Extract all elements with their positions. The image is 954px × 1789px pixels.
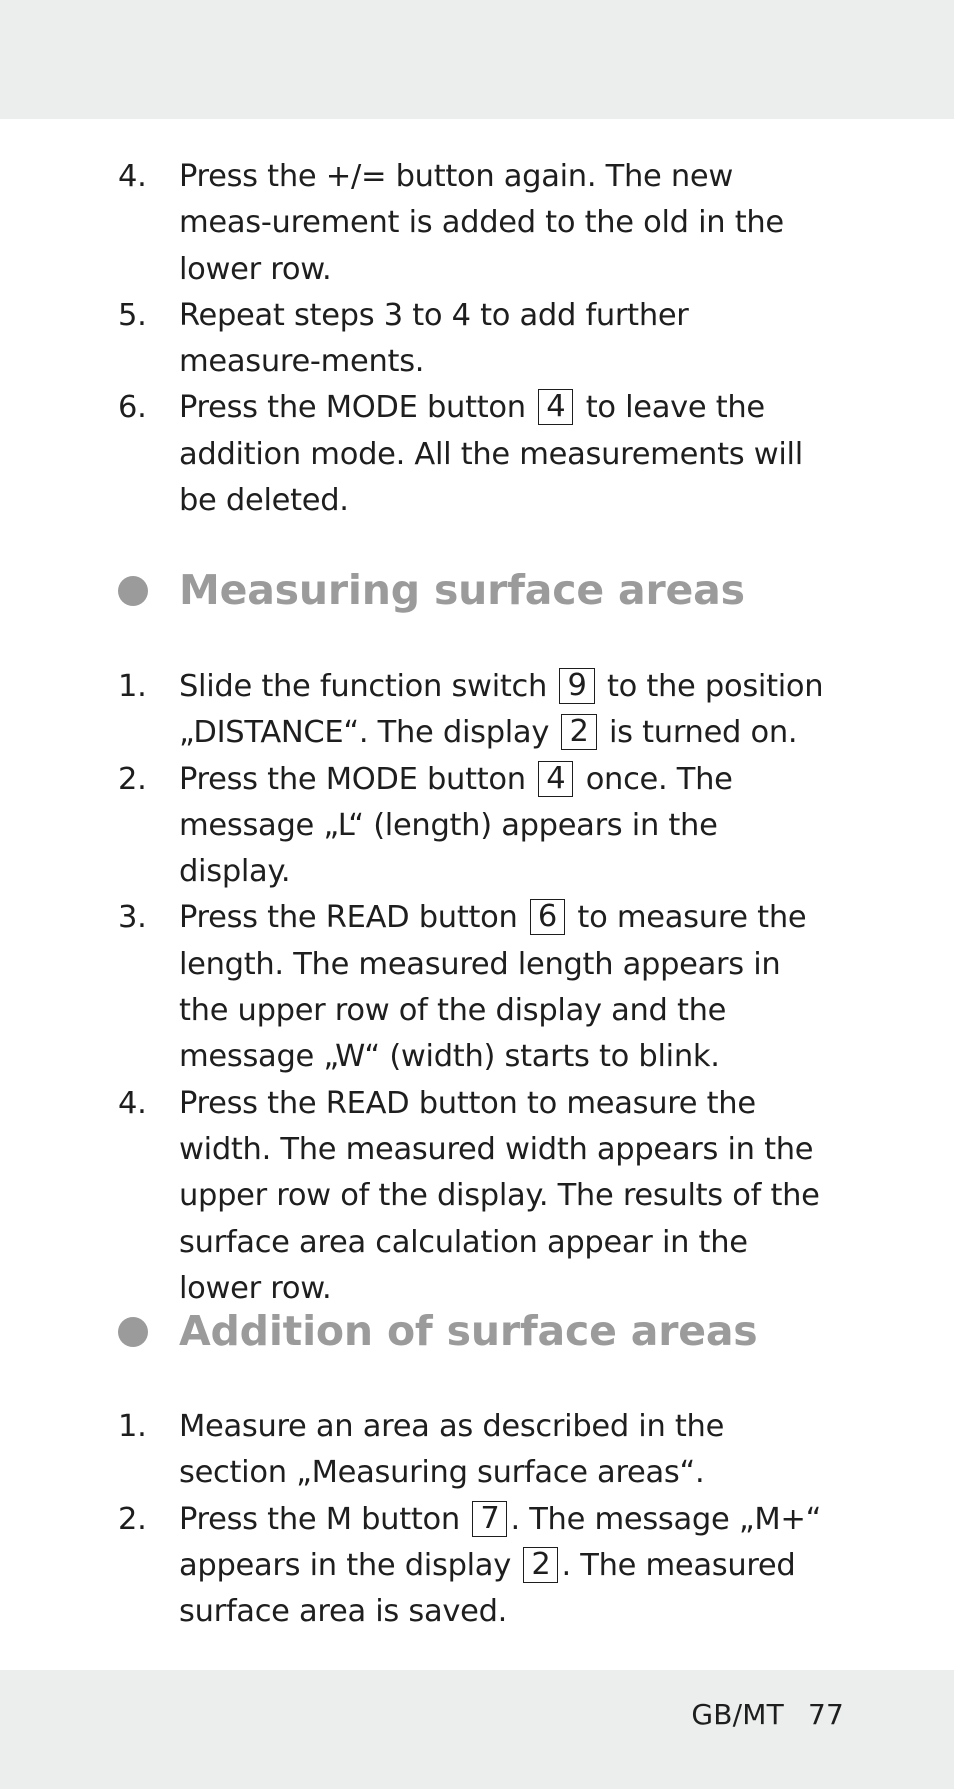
measuring-steps-list (0, 664, 954, 1312)
header-band (0, 0, 954, 119)
step-text: Slide the function switch (179, 669, 557, 704)
list-item (0, 385, 954, 524)
list-item (0, 895, 954, 1080)
list-item (0, 757, 954, 896)
list-item (0, 1081, 954, 1312)
section-title: Measuring surface areas (179, 566, 745, 614)
bullet-dot-icon (118, 1317, 148, 1347)
reference-number-box: 7 (472, 1501, 507, 1537)
step-number: 4. (118, 159, 147, 194)
step-text: Press the READ button to measure the width. The measured width appears in the upper row of the display. The results of the surface area calculation appear in the lower row. (179, 1085, 820, 1306)
step-text: . The message „M+“ appears in the display (179, 1501, 822, 1583)
step-text: Press the READ button (179, 900, 527, 936)
section-heading-addition (0, 1301, 954, 1361)
step-text: once. The message „L“ (length) appears in the display. (179, 761, 733, 890)
page-footer (691, 1698, 844, 1731)
step-number: 1. (118, 669, 147, 704)
step-number: 6. (118, 390, 147, 426)
step-number: 1. (118, 1409, 147, 1444)
section-title: Addition of surface areas (179, 1307, 758, 1355)
reference-number-box: 2 (523, 1547, 558, 1583)
step-text: Press the M button (179, 1501, 470, 1537)
step-text: . The measured surface area is saved. (179, 1547, 796, 1630)
step-text: to the position „DISTANCE“. The display (179, 669, 824, 751)
step-number: 5. (118, 297, 147, 333)
reference-number-box: 4 (538, 389, 573, 425)
step-text: Measure an area as described in the section „Measuring surface areas“. (179, 1409, 725, 1491)
list-item (0, 293, 954, 386)
reference-number-box: 2 (561, 714, 596, 750)
step-number: 3. (118, 900, 147, 936)
step-text: Press the +/= button again. The new meas-urement is added to the old in the lower row. (179, 159, 784, 287)
step-text: Press the MODE button (179, 390, 536, 426)
step-text: Press the MODE button (179, 761, 536, 797)
step-text: to measure the length. The measured length appears in the upper row of the display and the message „W“ (width) starts to blink. (179, 900, 807, 1075)
page-number: 77 (807, 1698, 844, 1731)
step-text: to leave the addition mode. All the measurements will be deleted. (179, 390, 803, 519)
step-number: 4. (118, 1085, 147, 1121)
reference-number-box: 9 (559, 668, 594, 704)
reference-number-box: 4 (538, 761, 573, 797)
footer-locale: GB/MT (691, 1698, 784, 1731)
step-text: is turned on. (599, 715, 798, 751)
list-item (0, 154, 954, 293)
list-item (0, 1497, 954, 1636)
list-item (0, 1404, 954, 1497)
step-number: 2. (118, 761, 147, 797)
section-heading-measuring (0, 560, 954, 620)
addition-steps-list (0, 1404, 954, 1635)
intro-steps-list (0, 154, 954, 524)
reference-number-box: 6 (530, 899, 565, 935)
bullet-dot-icon (118, 576, 148, 606)
step-number: 2. (118, 1501, 147, 1537)
step-text: Repeat steps 3 to 4 to add further measure-ments. (179, 297, 689, 380)
list-item (0, 664, 954, 757)
